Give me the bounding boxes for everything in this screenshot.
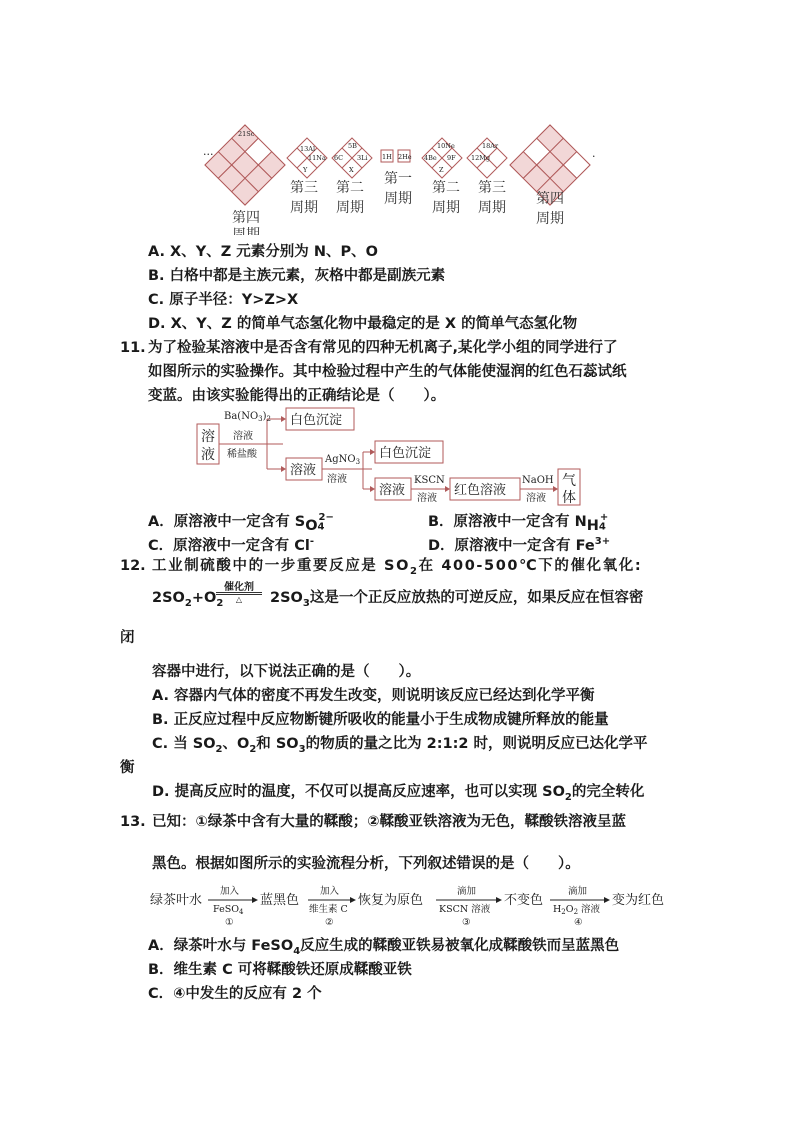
period-label-3-right-1: 第三 — [478, 180, 506, 196]
period-label-4-right-2: 周期 — [536, 211, 564, 227]
q13-start: 绿茶叶水 — [150, 893, 203, 908]
q13-step2-bottom: 维生素 C — [309, 904, 348, 915]
q12-line3: 容器中进行，以下说法正确的是（ ）。 — [152, 664, 421, 680]
left-dots: ··· — [203, 148, 214, 161]
q13-step4-num: ④ — [574, 917, 583, 928]
flow-reagent-ba-l3: 稀盐酸 — [227, 449, 257, 460]
q11-flow-diagram — [195, 404, 590, 508]
flow-gas-2: 体 — [562, 490, 576, 506]
q12-line1: 工业制硫酸中的一步重要反应是 $SO_2$在 400-500℃下的催化氧化: — [152, 558, 643, 577]
flow-agno3-l2: 溶液 — [327, 474, 347, 485]
flow-agno3: AgNO$_3$ — [325, 454, 361, 466]
flow-naoh-l2: 溶液 — [526, 493, 546, 504]
q12-option-c-wrap: 衡 — [120, 760, 135, 776]
q12-catalyst-label: 催化剂 — [224, 582, 254, 593]
q13-result-1: 蓝黑色 — [260, 893, 300, 908]
cell-x: X — [349, 166, 354, 174]
period-label-1-1: 第一 — [384, 171, 412, 187]
cell-be: 4Be — [424, 154, 437, 162]
flow-gas-1: 气 — [562, 473, 576, 489]
period-label-2-left-1: 第二 — [336, 180, 364, 196]
periodic-table-svg — [195, 120, 605, 235]
cell-ar: 18Ar — [482, 142, 499, 150]
cell-mg: 12Mg — [471, 154, 491, 162]
cell-b: 5B — [348, 142, 357, 150]
cell-y: Y — [303, 166, 308, 174]
flow-kscn: KSCN — [414, 475, 445, 486]
q10-option-a: A. X、Y、Z 元素分别为 N、P、O — [148, 244, 378, 260]
period-label-3-left-2: 周期 — [290, 200, 318, 216]
q12-option-b: B. 正反应过程中反应物断键所吸收的能量小于生成物成键所释放的能量 — [152, 712, 609, 728]
period-label-2-right-2: 周期 — [432, 200, 460, 216]
q13-step3-bottom: KSCN 溶液 — [439, 904, 491, 915]
q13-flow — [150, 878, 670, 930]
q11-option-b: B．原溶液中一定含有 $NH_4^+$ — [428, 512, 609, 534]
q13-result-4: 变为红色 — [612, 893, 665, 908]
q13-result-2: 恢复为原色 — [358, 893, 424, 908]
cell-sc: 21Sc — [238, 130, 255, 138]
flow-reagent-ba-l2: 溶液 — [233, 431, 253, 442]
q13-step3-num: ③ — [462, 917, 471, 928]
q11-option-d: D．原溶液中一定含有 $Fe^{3+}$ — [428, 536, 611, 554]
q12-option-c: C. 当 $SO_2$、$O_2$和 $SO_3$的物质的量之比为 2:1:2 时，则说明反应已达化学平 — [152, 736, 648, 755]
flow-naoh: NaOH — [522, 475, 554, 486]
cell-al: 13Al — [300, 145, 316, 153]
cell-ne: 10Ne — [437, 142, 455, 150]
q13-result-3: 不变色 — [504, 893, 544, 908]
q12-option-a: A. 容器内气体的密度不再发生改变，则说明该反应已经达到化学平衡 — [152, 688, 595, 704]
q11-flow-svg — [195, 404, 590, 508]
period-label-4-left-2: 周期 — [232, 227, 260, 235]
q10-option-b: B. 白格中都是主族元素，灰格中都是副族元素 — [148, 268, 446, 284]
cell-z: Z — [439, 166, 444, 174]
q12-catalyst-arrow — [216, 578, 262, 608]
q12-arrow-line-top — [216, 592, 262, 593]
q13-option-c: C．④中发生的反应有 2 个 — [148, 986, 322, 1002]
flow-reagent-ba: $Ba(NO_3)_2$ — [224, 411, 272, 423]
period-label-4-right-1: 第四 — [536, 191, 564, 207]
q13-step2-num: ② — [325, 917, 334, 928]
flow-solution-1a: 溶 — [201, 429, 215, 445]
cell-na: 11Na — [308, 154, 326, 162]
q13-line1: 已知：①绿茶中含有大量的鞣酸；②鞣酸亚铁溶液为无色，鞣酸铁溶液呈蓝 — [152, 814, 627, 830]
q11-line3: 变蓝。由该实验能得出的正确结论是（ ）。 — [148, 388, 446, 404]
cell-h: 1H — [382, 153, 392, 161]
q10-option-c: C. 原子半径：Y>Z>X — [148, 292, 299, 308]
q12-option-d: D. 提高反应时的温度，不仅可以提高反应速率，也可以实现 $SO_2$的完全转化 — [152, 784, 645, 803]
flow-white-ppt-2: 白色沉淀 — [379, 446, 432, 461]
cell-c: 6C — [334, 154, 344, 162]
q13-line2: 黑色。根据如图所示的实验流程分析，下列叙述错误的是（ ）。 — [152, 856, 580, 872]
period-label-3-right-2: 周期 — [478, 200, 506, 216]
period-label-3-left-1: 第三 — [290, 180, 318, 196]
q13-option-a: A．绿茶叶水与 FeSO$_4$反应生成的鞣酸亚铁易被氧化成鞣酸铁而呈蓝黑色 — [148, 938, 620, 957]
flow-white-ppt-1: 白色沉淀 — [290, 413, 343, 428]
period-label-2-left-2: 周期 — [336, 200, 364, 216]
q12-wrap-close: 闭 — [120, 630, 135, 646]
q13-step3-top: 滴加 — [457, 886, 477, 897]
q12-equation-line: $2SO_2+O_2$ — [152, 590, 224, 609]
q11-number: 11. — [120, 340, 146, 356]
q12-heat-label: △ — [235, 595, 243, 604]
period-label-2-right-1: 第二 — [432, 180, 460, 196]
q13-number: 13. — [120, 814, 146, 830]
q11-option-c: C．原溶液中一定含有 Cl- — [148, 536, 314, 554]
q13-step4-bottom: $H_2O_2$ 溶液 — [553, 904, 601, 916]
q13-step1-top: 加入 — [220, 886, 240, 897]
q13-step1-num: ① — [225, 917, 234, 928]
flow-solution-b: 溶液 — [290, 463, 317, 478]
q13-step4-top: 滴加 — [568, 886, 588, 897]
q13-step1-bottom: FeSO$_4$ — [213, 904, 244, 916]
flow-kscn-l2: 溶液 — [417, 493, 437, 504]
right-dot: · — [592, 150, 596, 163]
q12-number: 12. — [120, 558, 146, 574]
periodic-table-figure — [195, 120, 605, 235]
q13-step2-top: 加入 — [320, 886, 340, 897]
cell-li: 3Li — [357, 154, 368, 162]
period-label-1-2: 周期 — [384, 191, 412, 207]
q10-option-d: D. X、Y、Z 的简单气态氢化物中最稳定的是 X 的简单气态氢化物 — [148, 316, 578, 332]
flow-red-solution: 红色溶液 — [454, 483, 507, 498]
q12-equation-right: $2SO_3$这是一个正反应放热的可逆反应，如果反应在恒容密 — [270, 590, 644, 609]
q11-line1: 为了检验某溶液中是否含有常见的四种无机离子,某化学小组的同学进行了 — [148, 340, 618, 356]
cell-he: 2He — [398, 153, 412, 161]
q11-line2: 如图所示的实验操作。其中检验过程中产生的气体能使湿润的红色石蕊试纸 — [148, 364, 627, 380]
q11-option-a: A．原溶液中一定含有 $SO_4^{2-}$ — [148, 512, 334, 534]
cell-f: 9F — [447, 154, 456, 162]
flow-solution-1b: 液 — [201, 447, 215, 463]
q13-option-b: B．维生素 C 可将鞣酸铁还原成鞣酸亚铁 — [148, 962, 412, 978]
flow-solution-c: 溶液 — [379, 483, 406, 498]
q13-flow-svg — [150, 878, 670, 930]
period-label-4-left-1: 第四 — [232, 210, 260, 226]
